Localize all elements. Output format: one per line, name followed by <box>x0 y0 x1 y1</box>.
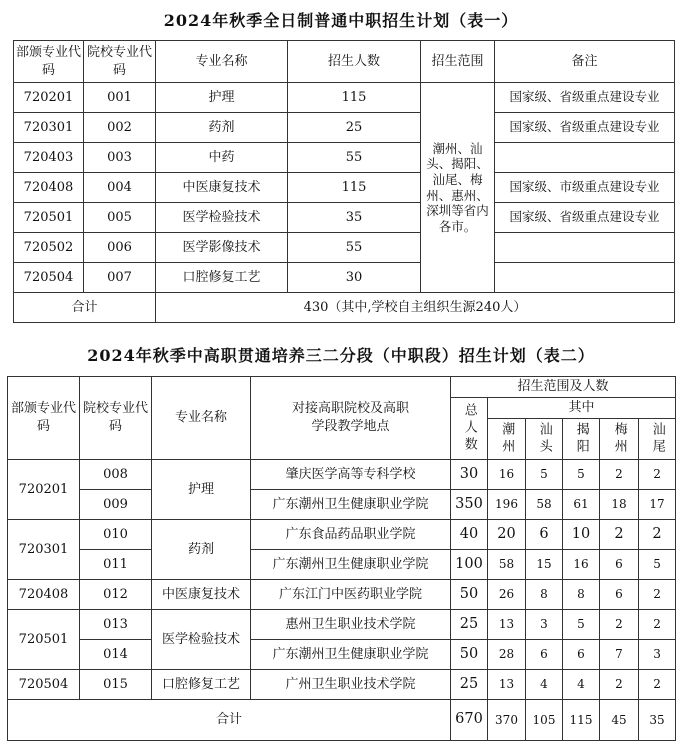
header-school-code: 院校专业代码 <box>84 41 156 83</box>
cell-total: 25 <box>451 610 488 640</box>
cell-city: 2 <box>639 580 676 610</box>
cell-city: 18 <box>600 490 639 520</box>
cell-scope: 潮州、汕头、揭阳、汕尾、梅州、惠州、深圳等省内各市。 <box>421 83 495 293</box>
cell-note: 国家级、市级重点建设专业 <box>495 173 675 203</box>
header-scope: 招生范围 <box>421 41 495 83</box>
header-sub: 其中 <box>488 398 676 419</box>
total-label: 合计 <box>8 700 451 741</box>
cell-city: 5 <box>639 550 676 580</box>
cell-partner: 肇庆医学高等专科学校 <box>251 460 451 490</box>
cell-city: 2 <box>600 460 639 490</box>
cell-school-code: 010 <box>80 520 152 550</box>
pathway-enrollment-table <box>7 376 676 741</box>
cell-city: 2 <box>600 670 639 700</box>
table-row <box>14 143 675 173</box>
cell-city: 2 <box>639 460 676 490</box>
header-note: 备注 <box>495 41 675 83</box>
cell-city: 6 <box>526 640 563 670</box>
cell-partner: 广州卫生职业技术学院 <box>251 670 451 700</box>
cell-city: 2 <box>639 520 676 550</box>
cell-city: 3 <box>639 640 676 670</box>
cell-city: 20 <box>488 520 526 550</box>
cell-school-code: 001 <box>84 83 156 113</box>
cell-count: 25 <box>288 113 421 143</box>
total-row <box>14 293 675 323</box>
cell-city: 6 <box>600 550 639 580</box>
header-major: 专业名称 <box>152 377 251 460</box>
cell-partner: 广东食品药品职业学院 <box>251 520 451 550</box>
cell-city: 17 <box>639 490 676 520</box>
header-major: 专业名称 <box>156 41 288 83</box>
cell-city: 15 <box>526 550 563 580</box>
general-enrollment-table <box>13 40 675 323</box>
table-row <box>14 233 675 263</box>
cell-code: 720403 <box>14 143 84 173</box>
total-city: 35 <box>639 700 676 741</box>
cell-code: 720502 <box>14 233 84 263</box>
cell-partner: 惠州卫生职业技术学院 <box>251 610 451 640</box>
cell-code: 720501 <box>8 610 80 670</box>
table-row <box>14 83 675 113</box>
table-row <box>8 520 676 550</box>
cell-partner: 广东江门中医药职业学院 <box>251 580 451 610</box>
cell-school-code: 004 <box>84 173 156 203</box>
cell-note <box>495 263 675 293</box>
cell-school-code: 007 <box>84 263 156 293</box>
cell-code: 720504 <box>14 263 84 293</box>
cell-school-code: 003 <box>84 143 156 173</box>
cell-major: 医学检验技术 <box>152 610 251 670</box>
cell-code: 720408 <box>14 173 84 203</box>
cell-count: 35 <box>288 203 421 233</box>
cell-total: 50 <box>451 580 488 610</box>
table-row <box>14 263 675 293</box>
table1-title: 2024年秋季全日制普通中职招生计划（表一） <box>163 11 519 30</box>
cell-partner: 广东潮州卫生健康职业学院 <box>251 550 451 580</box>
cell-code: 720501 <box>14 203 84 233</box>
cell-school-code: 009 <box>80 490 152 520</box>
total-row <box>8 700 676 741</box>
cell-city: 7 <box>600 640 639 670</box>
cell-note <box>495 233 675 263</box>
cell-code: 720201 <box>14 83 84 113</box>
cell-code: 720201 <box>8 460 80 520</box>
cell-city: 3 <box>526 610 563 640</box>
cell-city: 26 <box>488 580 526 610</box>
cell-count: 115 <box>288 83 421 113</box>
header-total: 总人数 <box>451 398 488 460</box>
cell-city: 28 <box>488 640 526 670</box>
cell-school-code: 012 <box>80 580 152 610</box>
cell-major: 中药 <box>156 143 288 173</box>
header-city-shantou: 汕头 <box>526 419 563 460</box>
cell-city: 5 <box>563 610 600 640</box>
total-city: 115 <box>563 700 600 741</box>
cell-city: 8 <box>563 580 600 610</box>
cell-major: 中医康复技术 <box>152 580 251 610</box>
cell-city: 13 <box>488 610 526 640</box>
cell-count: 115 <box>288 173 421 203</box>
cell-major: 中医康复技术 <box>156 173 288 203</box>
cell-city: 2 <box>639 670 676 700</box>
header-city-jieyang: 揭阳 <box>563 419 600 460</box>
cell-count: 30 <box>288 263 421 293</box>
cell-total: 100 <box>451 550 488 580</box>
header-partner: 对接高职院校及高职学段教学地点 <box>251 377 451 460</box>
cell-city: 8 <box>526 580 563 610</box>
cell-city: 16 <box>563 550 600 580</box>
cell-city: 196 <box>488 490 526 520</box>
total-city: 45 <box>600 700 639 741</box>
cell-city: 2 <box>600 610 639 640</box>
cell-note: 国家级、省级重点建设专业 <box>495 83 675 113</box>
header-city-meizhou: 梅州 <box>600 419 639 460</box>
cell-total: 30 <box>451 460 488 490</box>
cell-major: 护理 <box>152 460 251 520</box>
cell-code: 720301 <box>8 520 80 580</box>
cell-code: 720301 <box>14 113 84 143</box>
cell-total: 40 <box>451 520 488 550</box>
cell-total: 50 <box>451 640 488 670</box>
cell-note: 国家级、省级重点建设专业 <box>495 203 675 233</box>
table-row <box>14 173 675 203</box>
cell-major: 医学检验技术 <box>156 203 288 233</box>
total-city: 370 <box>488 700 526 741</box>
cell-city: 16 <box>488 460 526 490</box>
cell-city: 2 <box>639 610 676 640</box>
cell-city: 58 <box>526 490 563 520</box>
cell-city: 5 <box>563 460 600 490</box>
total-city: 105 <box>526 700 563 741</box>
table2-title: 2024年秋季中高职贯通培养三二分段（中职段）招生计划（表二） <box>87 346 595 365</box>
cell-city: 10 <box>563 520 600 550</box>
header-city-chaozhou: 潮州 <box>488 419 526 460</box>
cell-school-code: 014 <box>80 640 152 670</box>
cell-note <box>495 143 675 173</box>
cell-city: 6 <box>563 640 600 670</box>
cell-major: 药剂 <box>156 113 288 143</box>
table-row <box>14 113 675 143</box>
cell-city: 4 <box>563 670 600 700</box>
cell-city: 6 <box>526 520 563 550</box>
cell-city: 61 <box>563 490 600 520</box>
header-school-code: 院校专业代码 <box>80 377 152 460</box>
cell-city: 5 <box>526 460 563 490</box>
cell-school-code: 015 <box>80 670 152 700</box>
cell-partner: 广东潮州卫生健康职业学院 <box>251 490 451 520</box>
cell-count: 55 <box>288 143 421 173</box>
cell-city: 13 <box>488 670 526 700</box>
header-code: 部颁专业代码 <box>8 377 80 460</box>
header-count: 招生人数 <box>288 41 421 83</box>
cell-total: 350 <box>451 490 488 520</box>
cell-major: 护理 <box>156 83 288 113</box>
total-value: 430（其中,学校自主组织生源240人） <box>156 293 675 323</box>
cell-city: 58 <box>488 550 526 580</box>
cell-school-code: 002 <box>84 113 156 143</box>
cell-major: 口腔修复工艺 <box>152 670 251 700</box>
cell-total: 25 <box>451 670 488 700</box>
cell-count: 55 <box>288 233 421 263</box>
cell-partner: 广东潮州卫生健康职业学院 <box>251 640 451 670</box>
total-value: 670 <box>451 700 488 741</box>
total-label: 合计 <box>14 293 156 323</box>
table-row <box>8 670 676 700</box>
cell-major: 药剂 <box>152 520 251 580</box>
cell-city: 6 <box>600 580 639 610</box>
table-row <box>8 640 676 670</box>
cell-city: 2 <box>600 520 639 550</box>
cell-major: 医学影像技术 <box>156 233 288 263</box>
table-row <box>8 490 676 520</box>
header-code: 部颁专业代码 <box>14 41 84 83</box>
cell-school-code: 006 <box>84 233 156 263</box>
cell-code: 720408 <box>8 580 80 610</box>
table-row <box>8 550 676 580</box>
cell-note: 国家级、省级重点建设专业 <box>495 113 675 143</box>
cell-school-code: 008 <box>80 460 152 490</box>
cell-city: 4 <box>526 670 563 700</box>
cell-school-code: 011 <box>80 550 152 580</box>
table-row <box>8 610 676 640</box>
table-row <box>14 203 675 233</box>
cell-school-code: 013 <box>80 610 152 640</box>
table-row <box>8 460 676 490</box>
cell-major: 口腔修复工艺 <box>156 263 288 293</box>
header-range: 招生范围及人数 <box>451 377 676 398</box>
cell-code: 720504 <box>8 670 80 700</box>
header-city-shanwei: 汕尾 <box>639 419 676 460</box>
cell-school-code: 005 <box>84 203 156 233</box>
table-row <box>8 580 676 610</box>
